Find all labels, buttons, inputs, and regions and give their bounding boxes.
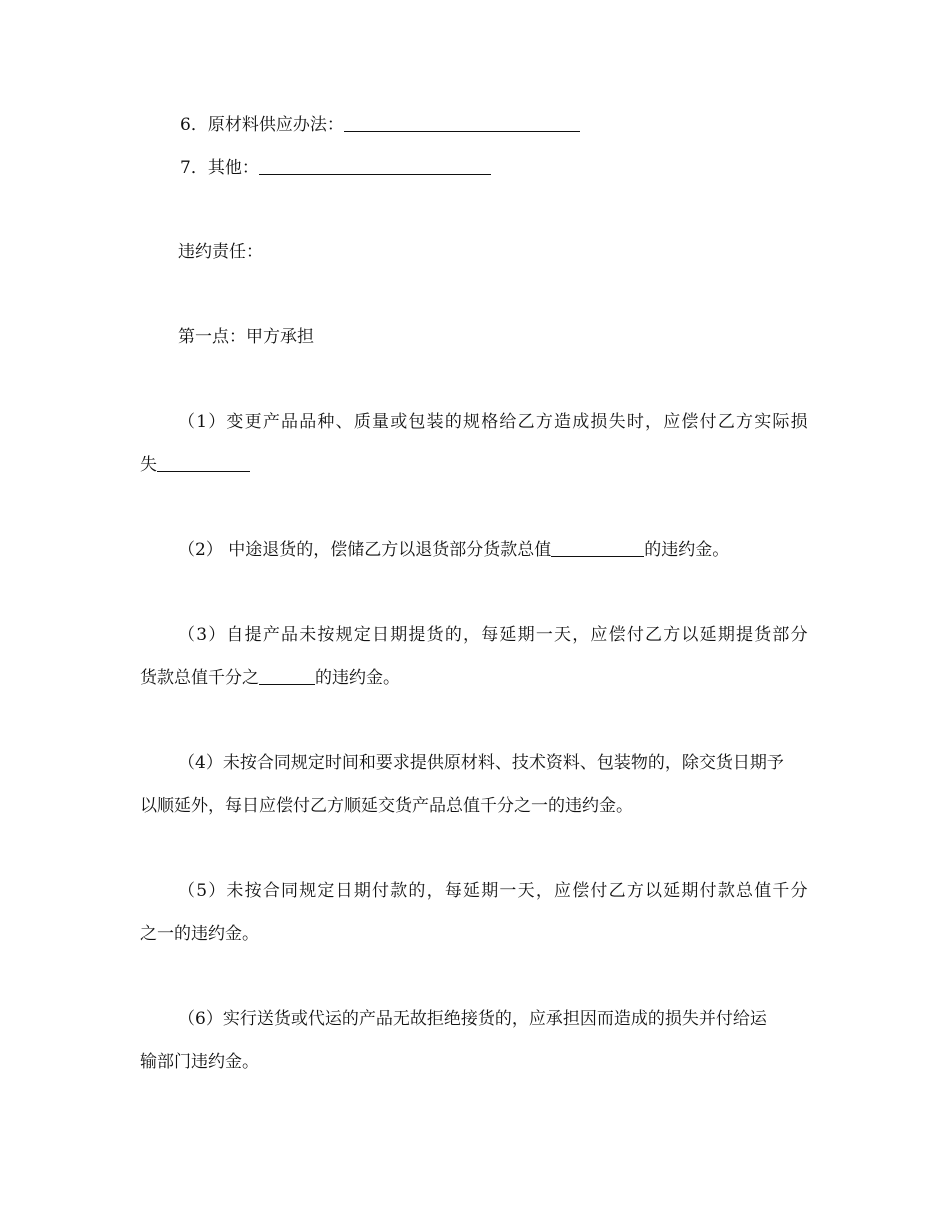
item-7-blank [259, 157, 491, 175]
clause-2 [178, 539, 729, 561]
clause-4-line-1: （4）未按合同规定时间和要求提供原材料、技术资料、包装物的，除交货日期予 [178, 753, 784, 773]
clause-5-line-1: （5）未按合同规定日期付款的，每延期一天，应偿付乙方以延期付款总值千分 [178, 881, 809, 901]
clause-5-line-2: 之一的违约金。 [140, 924, 259, 944]
clause-1-line-1: （1）变更产品品种、质量或包装的规格给乙方造成损失时，应偿付乙方实际损 [178, 412, 809, 432]
clause-2-prefix: （2） 中途退货的，偿储乙方以退货部分货款总值 [178, 540, 552, 560]
clause-3-line-2-prefix: 货款总值千分之 [140, 668, 259, 688]
clause-2-blank [551, 539, 644, 557]
clause-3-line-2-suffix: 的违约金。 [315, 668, 400, 688]
point1-title: 第一点：甲方承担 [178, 327, 314, 347]
item-6-label: 6．原材料供应办法： [180, 115, 344, 135]
item-6-blank [344, 114, 580, 132]
clause-6-line-2: 输部门违约金。 [140, 1052, 259, 1072]
breach-heading: 违约责任： [178, 242, 263, 262]
clause-1-blank [157, 454, 250, 472]
clause-3-line-2 [140, 667, 400, 689]
clause-1-line-2-text: 失 [140, 455, 157, 475]
clause-4-line-2: 以顺延外，每日应偿付乙方顺延交货产品总值千分之一的违约金。 [140, 796, 633, 816]
item-7-label: 7．其他： [180, 158, 259, 178]
clause-2-suffix: 的违约金。 [644, 540, 730, 560]
clause-6-line-1: （6）实行送货或代运的产品无故拒绝接货的，应承担因而造成的损失并付给运 [178, 1009, 767, 1029]
item-7 [180, 157, 491, 179]
clause-3-blank [259, 667, 315, 685]
clause-3-line-1: （3）自提产品未按规定日期提货的，每延期一天，应偿付乙方以延期提货部分 [178, 625, 809, 645]
item-6 [180, 114, 580, 136]
clause-1-line-2 [140, 454, 250, 476]
